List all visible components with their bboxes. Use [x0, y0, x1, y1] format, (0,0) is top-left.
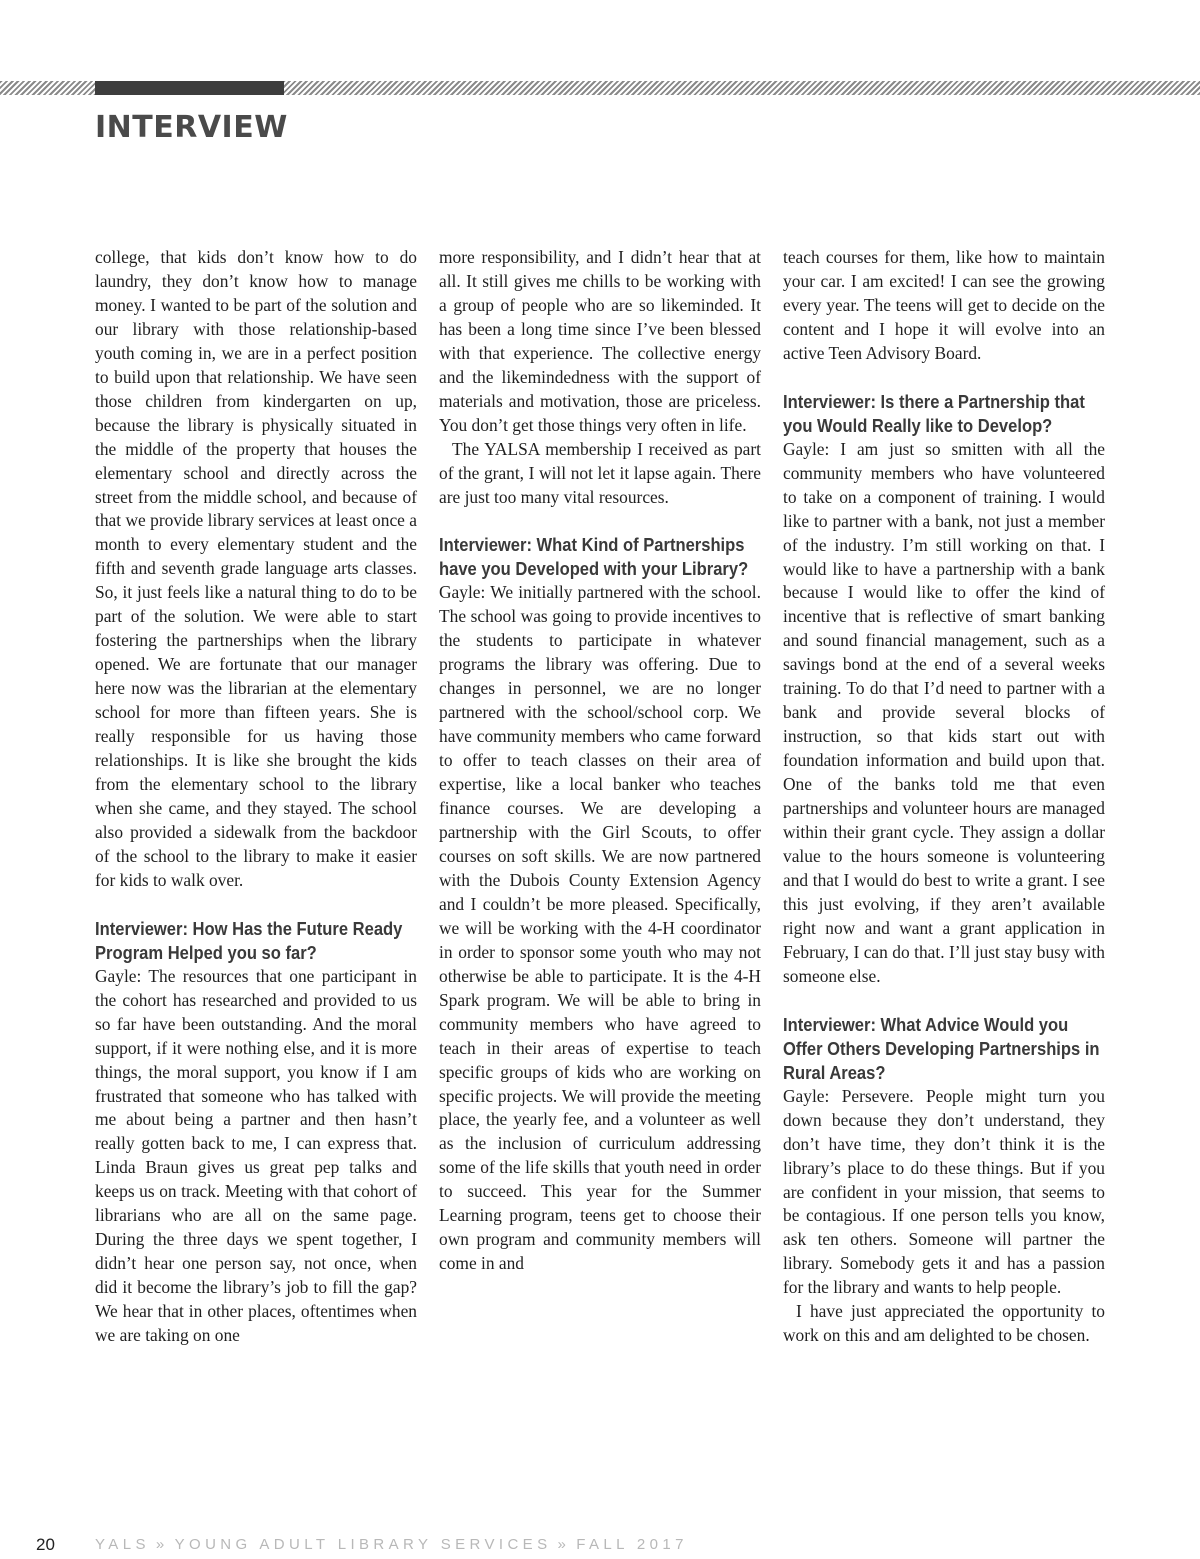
paragraph: Gayle: We initially partnered with the school. The school was going to provide incentives to the students to participate in whatever programs the library was offering. Due to changes in personnel, we are no longer partnered with the school/school corp. We have community members who came forward to offer to teach classes on their area of expertise, like a local banker who teaches finance courses. We are developing a partnership with the Girl Scouts, to offer courses on soft skills. We are now partnered with the Dubois County Extension Agency and I couldn’t be more pleased. Specifically, we will be working with the 4-H coordinator in order to sponsor some youth who may not otherwise be able to participate. It is the 4-H Spark program. We will be able to bring in community members who have agreed to teach in their areas of expertise to teach specific groups of kids who are working on specific projects. We will provide the meeting place, the yearly fee, and a volunteer as well as the inclusion of curriculum addressing some of the life skills that youth need in order to succeed. This year for the Summer Learning program, teens get to choose their own program and community members will come in and — [439, 582, 761, 1274]
paragraph: I have just appreciated the opportunity to work on this and am delighted to be chosen. — [783, 1301, 1105, 1346]
running-footer — [95, 1536, 688, 1553]
section-title: INTERVIEW — [95, 110, 288, 145]
interview-question: Interviewer: What Kind of Partnerships have you Developed with your Library? — [439, 535, 749, 580]
separator-glyph: » — [557, 1536, 571, 1553]
column-3 — [783, 246, 1105, 1348]
paragraph: The YALSA membership I received as part of the grant, I will not let it lapse again. There are just too many vital resources. — [439, 438, 761, 507]
paragraph: Gayle: The resources that one participant in the cohort has researched and provided to us so far have been outstanding. And the moral support, if it were nothing else, and it is more things, the moral support, you know if I am frustrated that someone who has talked with me about being a partner and then hasn’t really gotten back to me, I can express that. Linda Braun gives us great pep talks and keeps us on track. Meeting with that cohort of librarians who are all on the same page. During the three days we spent together, I didn’t hear one person say, not once, when did it become the library’s job to fill the gap? We hear that in other places, oftentimes when we are taking on one — [95, 965, 417, 1346]
header-accent-bar — [95, 81, 284, 95]
column-1 — [95, 246, 417, 1348]
paragraph: more responsibility, and I didn’t hear that at all. It still gives me chills to be working with a group of people who are so likeminded. It has been a long time since I’ve been blessed with that experience. The collective energy and the likemindedness with the support of materials and motivation, those are priceless. You don’t get those things very often in life. — [439, 247, 761, 435]
paragraph: college, that kids don’t know how to do laundry, they don’t know how to manage money. I wanted to be part of the solution and our library with those relationship-based youth coming in, we are in a perfect position to build upon that relationship. We have seen those children from kindergarten on up, because the library is physically situated in the middle of the property that houses the elementary school and directly across the street from the middle school, and because of that we provide library services at least once a month to every elementary student and the fifth and seventh grade language arts classes. So, it just feels like a natural thing to do to be part of the solution. We were able to start fostering the partnerships when the library opened. We are fortunate that our manager here now was the librarian at the elementary school for more than fifteen years. She is really responsible for us having those relationships. It is like she brought the kids from the elementary school to the library when she came, and they stayed. The school also provided a sidewalk from the backdoor of the school to the library to make it easier for kids to walk over. — [95, 247, 417, 890]
separator-glyph: » — [155, 1536, 169, 1553]
paragraph: Gayle: Persevere. People might turn you down because they don’t understand, they don’t have time, they don’t think it is the library’s place to do these things. But if you are confident in your mission, that seems to be contagious. If one person tells you know, ask ten others. Someone will partner the library. Somebody gets it and has a passion for the library and wants to help people. — [783, 1085, 1105, 1298]
interview-question: Interviewer: How Has the Future Ready Program Helped you so far? — [95, 918, 403, 963]
issue-date: FALL 2017 — [576, 1536, 688, 1553]
interview-question: Interviewer: Is there a Partnership that you Would Really like to Develop? — [783, 391, 1085, 436]
column-2 — [439, 246, 761, 1276]
page-footer — [0, 1535, 1200, 1559]
paragraph: Gayle: I am just so smitten with all the community members who have volunteered to take on a component of training. I would like to partner with a bank, not just a member of the industry. I’m still working on that. I would like to have a partnership with a bank because I would like to offer the kind of incentive that is reflective of smart banking and sound financial management, such as a savings bond at the end of a several weeks training. To do that I’d need to partner with a bank and provide several blocks of instruction, so that kids start out with foundation information and build upon that. One of the banks told me that even partnerships and volunteer hours are managed within their grant cycle. They assign a dollar value to the hours someone is volunteering and that I would do best to write a grant. I see this just evolving, if they aren’t available right now and want a grant application in February, I can do that. I’ll just stay busy with someone else. — [783, 438, 1105, 986]
publication-full: YOUNG ADULT LIBRARY SERVICES — [174, 1536, 552, 1553]
page-number: 20 — [36, 1535, 55, 1554]
publication-short: YALS — [95, 1536, 150, 1553]
interview-question: Interviewer: What Advice Would you Offer Others Developing Partnerships in Rural Areas? — [783, 1014, 1100, 1083]
paragraph: teach courses for them, like how to maintain your car. I am excited! I can see the growing every year. The teens will get to decide on the content and I hope it will evolve into an active Teen Advisory Board. — [783, 247, 1105, 363]
